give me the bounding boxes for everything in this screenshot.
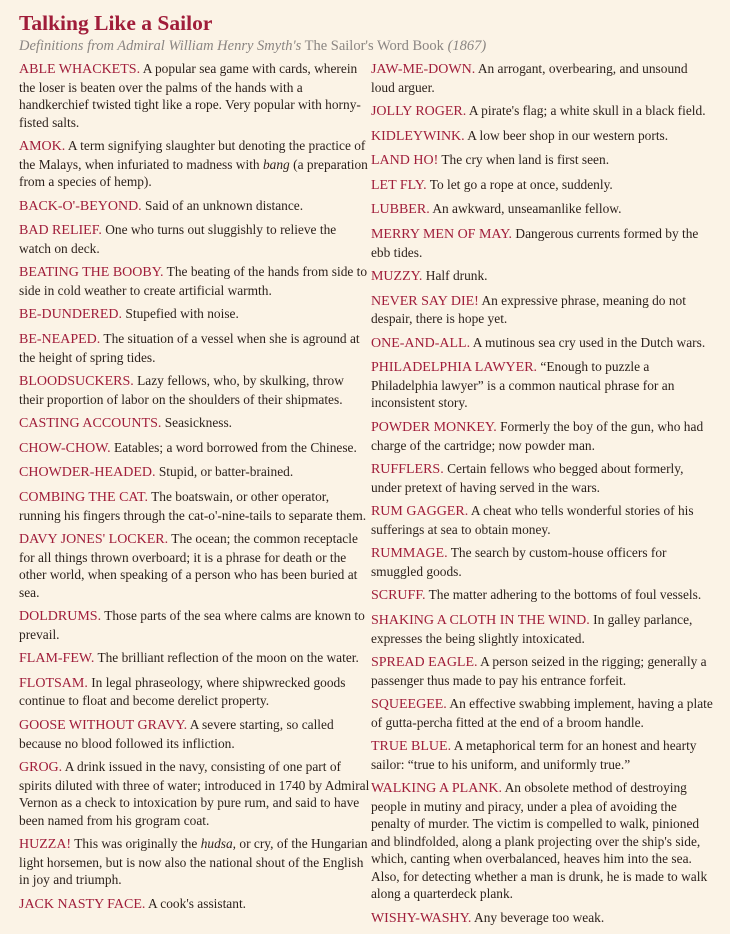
entry-definition: A cook's assistant. (148, 895, 247, 911)
subtitle-prefix: Definitions from Admiral William Henry Smyth's (19, 38, 302, 54)
entry-term: AMOK. (19, 139, 66, 155)
glossary-entry (371, 695, 714, 731)
entry-definition: An effective swabbing implement, having a plate of gutta-percha fitted at the end of a broom handle. (370, 696, 713, 730)
entry-term: LAND HO! (370, 153, 439, 169)
glossary-entry (19, 835, 371, 889)
entry-term: SQUEEGEE. (370, 697, 447, 713)
left-column (19, 60, 371, 934)
entry-term: WALKING A PLANK. (370, 781, 503, 797)
entry-term: JAW-ME-DOWN. (370, 62, 476, 77)
entry-term: GOOSE WITHOUT GRAVY. (19, 718, 188, 733)
glossary-entry (371, 358, 714, 412)
glossary-entry (19, 530, 371, 601)
entry-term: ABLE WHACKETS. (19, 62, 141, 77)
entry-term: BACK-O'-BEYOND. (19, 198, 142, 214)
entry-definition: Certain fellows who begged about formerly, under pretext of having served in the wars. (370, 461, 684, 495)
entry-term: LUBBER. (370, 202, 430, 218)
entry-definition: A mutinous sea cry used in the Dutch wars. (472, 334, 706, 350)
glossary-entry (371, 779, 714, 903)
glossary-entry (19, 305, 371, 324)
glossary-entry (19, 263, 371, 299)
entry-definition: In legal phraseology, where shipwrecked goods continue to float and become derelict property. (19, 674, 346, 709)
glossary-entry (371, 544, 714, 580)
subtitle-book: The Sailor's Word Book (304, 38, 444, 54)
entry-definition: Lazy fellows, who, by skulking, throw their proportion of labor on the shoulders of their shipmates. (19, 373, 344, 407)
glossary-entry (19, 716, 371, 752)
entry-definition: The ocean; the common receptacle for all things thrown overboard; it is a phrase for death or the other world, when speaking of a person who has been buried at sea. (19, 531, 358, 600)
entry-term: CHOW-CHOW. (19, 440, 111, 456)
glossary-entry (371, 909, 714, 928)
glossary-entry (19, 330, 371, 366)
glossary-entry (371, 102, 714, 121)
entry-definition: Said of an unknown distance. (145, 197, 304, 213)
entry-definition: Formerly the boy of the gun, who had charge of the cartridge; now powder man. (370, 419, 704, 453)
entry-term: BLOODSUCKERS. (19, 374, 134, 390)
glossary-entry (19, 137, 371, 191)
page-title: Talking Like a Sailor (19, 11, 213, 35)
glossary-entry (371, 418, 714, 454)
glossary-entry (19, 463, 371, 482)
entry-term: JOLLY ROGER. (370, 104, 467, 120)
entry-term: LET FLY. (370, 177, 427, 193)
glossary-entry (19, 60, 371, 131)
entry-definition: A drink issued in the navy, consisting of one part of spirits diluted with three of water; introduced in 1740 by Admiral Vernon as a check to intoxication by pure rum, and said to have been named from his grogram coat. (19, 759, 370, 828)
glossary-entry (19, 221, 371, 257)
entry-definition: The situation of a vessel when she is aground at the height of spring tides. (19, 331, 360, 365)
glossary-entry (19, 607, 371, 643)
entry-term: FLOTSAM. (19, 675, 88, 691)
entry-term: SPREAD EAGLE. (370, 655, 478, 671)
right-column (371, 60, 714, 934)
glossary-entry (371, 586, 714, 605)
entry-definition: The brilliant reflection of the moon on the water. (97, 650, 359, 666)
entry-definition: A metaphorical term for an honest and hearty sailor: “true to his uniform, and uniformly true.” (370, 738, 697, 772)
entry-definition-rest: (a preparation from a species of hemp). (19, 156, 368, 190)
entry-term: PHILADELPHIA LAWYER. (370, 360, 538, 376)
entry-definition: This was originally the (74, 836, 198, 852)
entry-italic: bang (262, 156, 290, 172)
entry-definition: An obsolete method of destroying people in mutiny and piracy, under a plea of avoiding the penalty of murder. The victim is compelled to walk, pinioned and blindfolded, along a plank projecting over the ship's side, which, canting when overbalanced, heaves him into the sea. Also, for detecting whether a man is drunk, he is made to walk along a quarterdeck plank. (370, 780, 708, 902)
entry-definition: Stupefied with noise. (125, 306, 239, 322)
glossary-entry (371, 60, 714, 96)
entry-term: KIDLEYWINK. (370, 128, 465, 144)
entry-term: BAD RELIEF. (19, 223, 102, 239)
glossary-entry (371, 225, 714, 261)
entry-term: GROG. (19, 760, 63, 776)
entry-term: TRUE BLUE. (370, 739, 452, 755)
glossary-entry (371, 502, 714, 538)
entry-definition: Those parts of the sea where calms are known to prevail. (19, 608, 365, 642)
subtitle-year: (1867) (447, 38, 487, 54)
entry-term: DAVY JONES' LOCKER. (19, 532, 169, 548)
entry-term: NEVER SAY DIE! (370, 293, 479, 309)
entry-term: CHOWDER-HEADED. (19, 465, 156, 481)
entry-definition: Dangerous currents formed by the ebb tides. (370, 226, 699, 260)
entry-italic: hudsa, (200, 836, 237, 852)
entry-term: CASTING ACCOUNTS. (19, 416, 162, 432)
entry-term: BE-NEAPED. (19, 332, 101, 348)
entry-definition: An expressive phrase, meaning do not despair, there is hope yet. (370, 292, 686, 327)
entry-definition: A term signifying slaughter but denoting the practice of the Malays, when infuriated to madness with (19, 138, 366, 172)
entry-definition: One who turns out sluggishly to relieve the watch on deck. (19, 222, 337, 256)
glossary-columns (19, 60, 714, 934)
entry-definition: “Enough to puzzle a Philadelphia lawyer” is a common nautical phrase for an inconsistent story. (370, 359, 675, 411)
glossary-entry (19, 372, 371, 408)
entry-definition: The search by custom-house officers for smuggled goods. (370, 545, 667, 579)
entry-term: SCRUFF. (370, 588, 426, 604)
glossary-entry (371, 334, 714, 353)
entry-definition: Half drunk. (425, 268, 488, 284)
entry-definition: Seasickness. (164, 415, 233, 431)
entry-definition: A severe starting, so called because no blood followed its infliction. (19, 717, 334, 751)
entry-term: DOLDRUMS. (19, 609, 102, 625)
glossary-entry (371, 267, 714, 286)
entry-term: JACK NASTY FACE. (19, 896, 146, 912)
glossary-entry (19, 758, 371, 829)
entry-term: FLAM-FEW. (19, 651, 95, 667)
glossary-entry (19, 439, 371, 458)
entry-term: BEATING THE BOOBY. (19, 265, 164, 281)
glossary-entry (371, 151, 714, 170)
entry-definition: An arrogant, overbearing, and unsound loud arguer. (370, 61, 688, 95)
entry-term: POWDER MONKEY. (370, 420, 497, 436)
entry-term: MERRY MEN OF MAY. (370, 227, 513, 243)
entry-definition: An awkward, unseamanlike fellow. (432, 201, 622, 217)
entry-term: ONE-AND-ALL. (370, 335, 471, 351)
glossary-entry (19, 488, 371, 524)
entry-term: SHAKING A CLOTH IN THE WIND. (370, 613, 590, 628)
entry-term: COMBING THE CAT. (19, 490, 148, 506)
entry-definition: A person seized in the rigging; generally a passenger thus made to pay his entrance forfeit. (370, 654, 707, 688)
glossary-entry (19, 197, 371, 216)
glossary-entry (371, 292, 714, 328)
entry-term: BE-DUNDERED. (19, 307, 123, 323)
entry-term: HUZZA! (19, 837, 72, 853)
glossary-entry (371, 127, 714, 146)
entry-definition: In galley parlance, expresses the being slightly intoxicated. (370, 612, 693, 646)
entry-definition: Stupid, or batter-brained. (158, 464, 294, 480)
entry-term: RUMMAGE. (370, 546, 448, 562)
entry-term: RUM GAGGER. (370, 504, 469, 520)
glossary-entry (371, 460, 714, 496)
entry-definition: The boatswain, or other operator, running his fingers through the cat-o'-nine-tails to separate them. (19, 489, 367, 523)
entry-term: WISHY-WASHY. (370, 910, 472, 926)
entry-definition: To let go a rope at once, suddenly. (429, 176, 613, 192)
entry-definition-rest: or cry, of the Hungarian light horsemen, but is now also the national shout of the English in joy and triumph. (19, 836, 368, 888)
page-subtitle (19, 36, 714, 56)
glossary-entry (371, 176, 714, 195)
entry-definition: The beating of the hands from side to side in cold weather to create artificial warmth. (19, 264, 368, 298)
entry-definition: A pirate's flag; a white skull in a black field. (468, 103, 706, 119)
entry-definition: A cheat who tells wonderful stories of his sufferings at sea to obtain money. (370, 503, 694, 537)
glossary-entry (371, 653, 714, 689)
glossary-entry (371, 737, 714, 773)
entry-definition: The cry when land is first seen. (441, 152, 610, 168)
entry-definition: Eatables; a word borrowed from the Chinese. (114, 439, 357, 455)
entry-term: MUZZY. (370, 269, 423, 285)
entry-definition: Any beverage too weak. (474, 909, 605, 925)
glossary-entry (19, 674, 371, 710)
glossary-entry (371, 611, 714, 647)
glossary-entry (19, 414, 371, 433)
glossary-entry (19, 649, 371, 668)
entry-term: RUFFLERS. (370, 462, 444, 478)
entry-definition: The matter adhering to the bottoms of foul vessels. (428, 587, 702, 603)
entry-definition: A popular sea game with cards, wherein the loser is beaten over the palms of the hands with a handkerchief twisted tight like a rope. Very popular with horny-fisted salts. (19, 61, 361, 130)
glossary-entry (19, 895, 371, 914)
glossary-entry (371, 200, 714, 219)
entry-definition: A low beer shop in our western ports. (467, 127, 669, 143)
